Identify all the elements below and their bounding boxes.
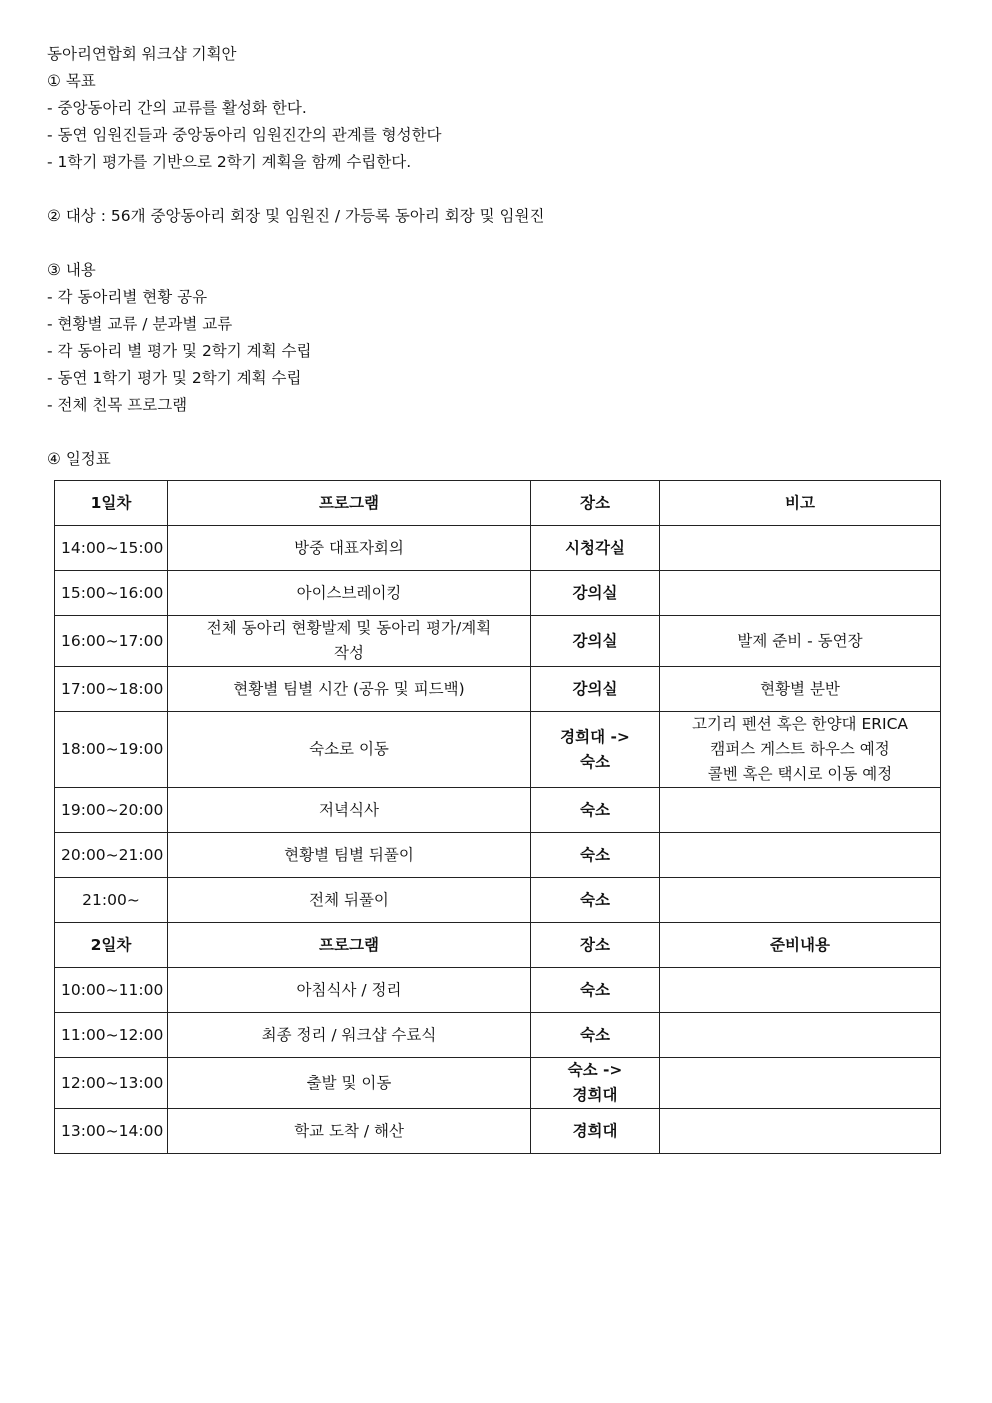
table-row xyxy=(55,526,941,571)
note-cell xyxy=(660,1058,941,1109)
header-place: 장소 xyxy=(531,923,660,968)
time-cell: 18:00~19:00 xyxy=(55,712,168,788)
time-cell: 20:00~21:00 xyxy=(55,833,168,878)
program-line: 작성 xyxy=(334,644,364,662)
note-cell xyxy=(660,571,941,616)
place-line: 숙소 xyxy=(580,752,610,771)
program-cell: 학교 도착 / 해산 xyxy=(168,1109,531,1154)
note-cell xyxy=(660,878,941,923)
goal-heading: ① 목표 xyxy=(47,72,96,90)
program-cell xyxy=(168,616,531,667)
header-day2: 2일차 xyxy=(55,923,168,968)
place-cell: 숙소 xyxy=(531,1013,660,1058)
place-cell: 경희대 xyxy=(531,1109,660,1154)
time-cell: 10:00~11:00 xyxy=(55,968,168,1013)
document-body xyxy=(47,41,947,473)
place-cell xyxy=(531,1058,660,1109)
program-cell: 숙소로 이동 xyxy=(168,712,531,788)
note-cell: 발제 준비 - 동연장 xyxy=(660,616,941,667)
place-cell: 시청각실 xyxy=(531,526,660,571)
time-cell: 19:00~20:00 xyxy=(55,788,168,833)
table-row xyxy=(55,712,941,788)
note-cell xyxy=(660,833,941,878)
time-cell: 16:00~17:00 xyxy=(55,616,168,667)
place-cell: 강의실 xyxy=(531,616,660,667)
table-header-row-day2 xyxy=(55,923,941,968)
program-cell: 전체 뒤풀이 xyxy=(168,878,531,923)
time-cell: 14:00~15:00 xyxy=(55,526,168,571)
header-day1: 1일차 xyxy=(55,481,168,526)
time-cell: 12:00~13:00 xyxy=(55,1058,168,1109)
place-cell: 숙소 xyxy=(531,878,660,923)
place-cell: 숙소 xyxy=(531,968,660,1013)
header-prep: 준비내용 xyxy=(660,923,941,968)
program-cell: 출발 및 이동 xyxy=(168,1058,531,1109)
place-cell: 숙소 xyxy=(531,833,660,878)
content-item: - 각 동아리 별 평가 및 2학기 계획 수립 xyxy=(47,342,312,360)
content-item: - 동연 1학기 평가 및 2학기 계획 수립 xyxy=(47,369,302,387)
note-cell xyxy=(660,1013,941,1058)
program-cell: 현황별 팀별 뒤풀이 xyxy=(168,833,531,878)
table-row xyxy=(55,968,941,1013)
place-cell: 강의실 xyxy=(531,667,660,712)
table-row xyxy=(55,1109,941,1154)
note-cell xyxy=(660,712,941,788)
program-cell: 저녁식사 xyxy=(168,788,531,833)
note-line: 고기리 펜션 혹은 한양대 ERICA xyxy=(692,715,908,733)
time-cell: 21:00~ xyxy=(55,878,168,923)
table-header-row-day1 xyxy=(55,481,941,526)
header-note: 비고 xyxy=(660,481,941,526)
header-program: 프로그램 xyxy=(168,481,531,526)
place-cell xyxy=(531,712,660,788)
document-title: 동아리연합회 워크샵 기획안 xyxy=(47,45,237,63)
note-cell xyxy=(660,788,941,833)
place-line: 숙소 -> xyxy=(567,1061,623,1079)
place-line: 경희대 -> xyxy=(560,727,630,746)
time-cell: 11:00~12:00 xyxy=(55,1013,168,1058)
content-heading: ③ 내용 xyxy=(47,261,96,279)
note-cell xyxy=(660,1109,941,1154)
table-row xyxy=(55,878,941,923)
note-cell xyxy=(660,526,941,571)
table-row xyxy=(55,833,941,878)
table-row xyxy=(55,1058,941,1109)
note-line: 캠퍼스 게스트 하우스 예정 xyxy=(710,740,890,758)
program-cell: 아침식사 / 정리 xyxy=(168,968,531,1013)
goal-item: - 1학기 평가를 기반으로 2학기 계획을 함께 수립한다. xyxy=(47,153,412,171)
goal-item: - 동연 임원진들과 중앙동아리 임원진간의 관계를 형성한다 xyxy=(47,126,442,144)
place-cell: 숙소 xyxy=(531,788,660,833)
place-cell: 강의실 xyxy=(531,571,660,616)
schedule-heading: ④ 일정표 xyxy=(47,450,111,468)
program-cell: 현황별 팀별 시간 (공유 및 피드백) xyxy=(168,667,531,712)
place-line: 경희대 xyxy=(572,1086,618,1104)
content-item: - 전체 친목 프로그램 xyxy=(47,396,188,414)
schedule-table xyxy=(54,480,941,1154)
table-row xyxy=(55,571,941,616)
content-item: - 현황별 교류 / 분과별 교류 xyxy=(47,315,233,333)
time-cell: 13:00~14:00 xyxy=(55,1109,168,1154)
program-cell: 최종 정리 / 워크샵 수료식 xyxy=(168,1013,531,1058)
target-line: ② 대상 : 56개 중앙동아리 회장 및 임원진 / 가등록 동아리 회장 및 임원진 xyxy=(47,207,545,225)
table-row xyxy=(55,1013,941,1058)
content-item: - 각 동아리별 현황 공유 xyxy=(47,288,208,306)
table-row xyxy=(55,788,941,833)
time-cell: 17:00~18:00 xyxy=(55,667,168,712)
header-place: 장소 xyxy=(531,481,660,526)
table-row xyxy=(55,616,941,667)
header-program: 프로그램 xyxy=(168,923,531,968)
program-cell: 방중 대표자회의 xyxy=(168,526,531,571)
time-cell: 15:00~16:00 xyxy=(55,571,168,616)
goal-item: - 중앙동아리 간의 교류를 활성화 한다. xyxy=(47,99,307,117)
note-cell: 현황별 분반 xyxy=(660,667,941,712)
program-cell: 아이스브레이킹 xyxy=(168,571,531,616)
note-cell xyxy=(660,968,941,1013)
table-row xyxy=(55,667,941,712)
note-line: 콜벤 혹은 택시로 이동 예정 xyxy=(707,765,893,783)
program-line: 전체 동아리 현황발제 및 동아리 평가/계획 xyxy=(206,619,492,637)
